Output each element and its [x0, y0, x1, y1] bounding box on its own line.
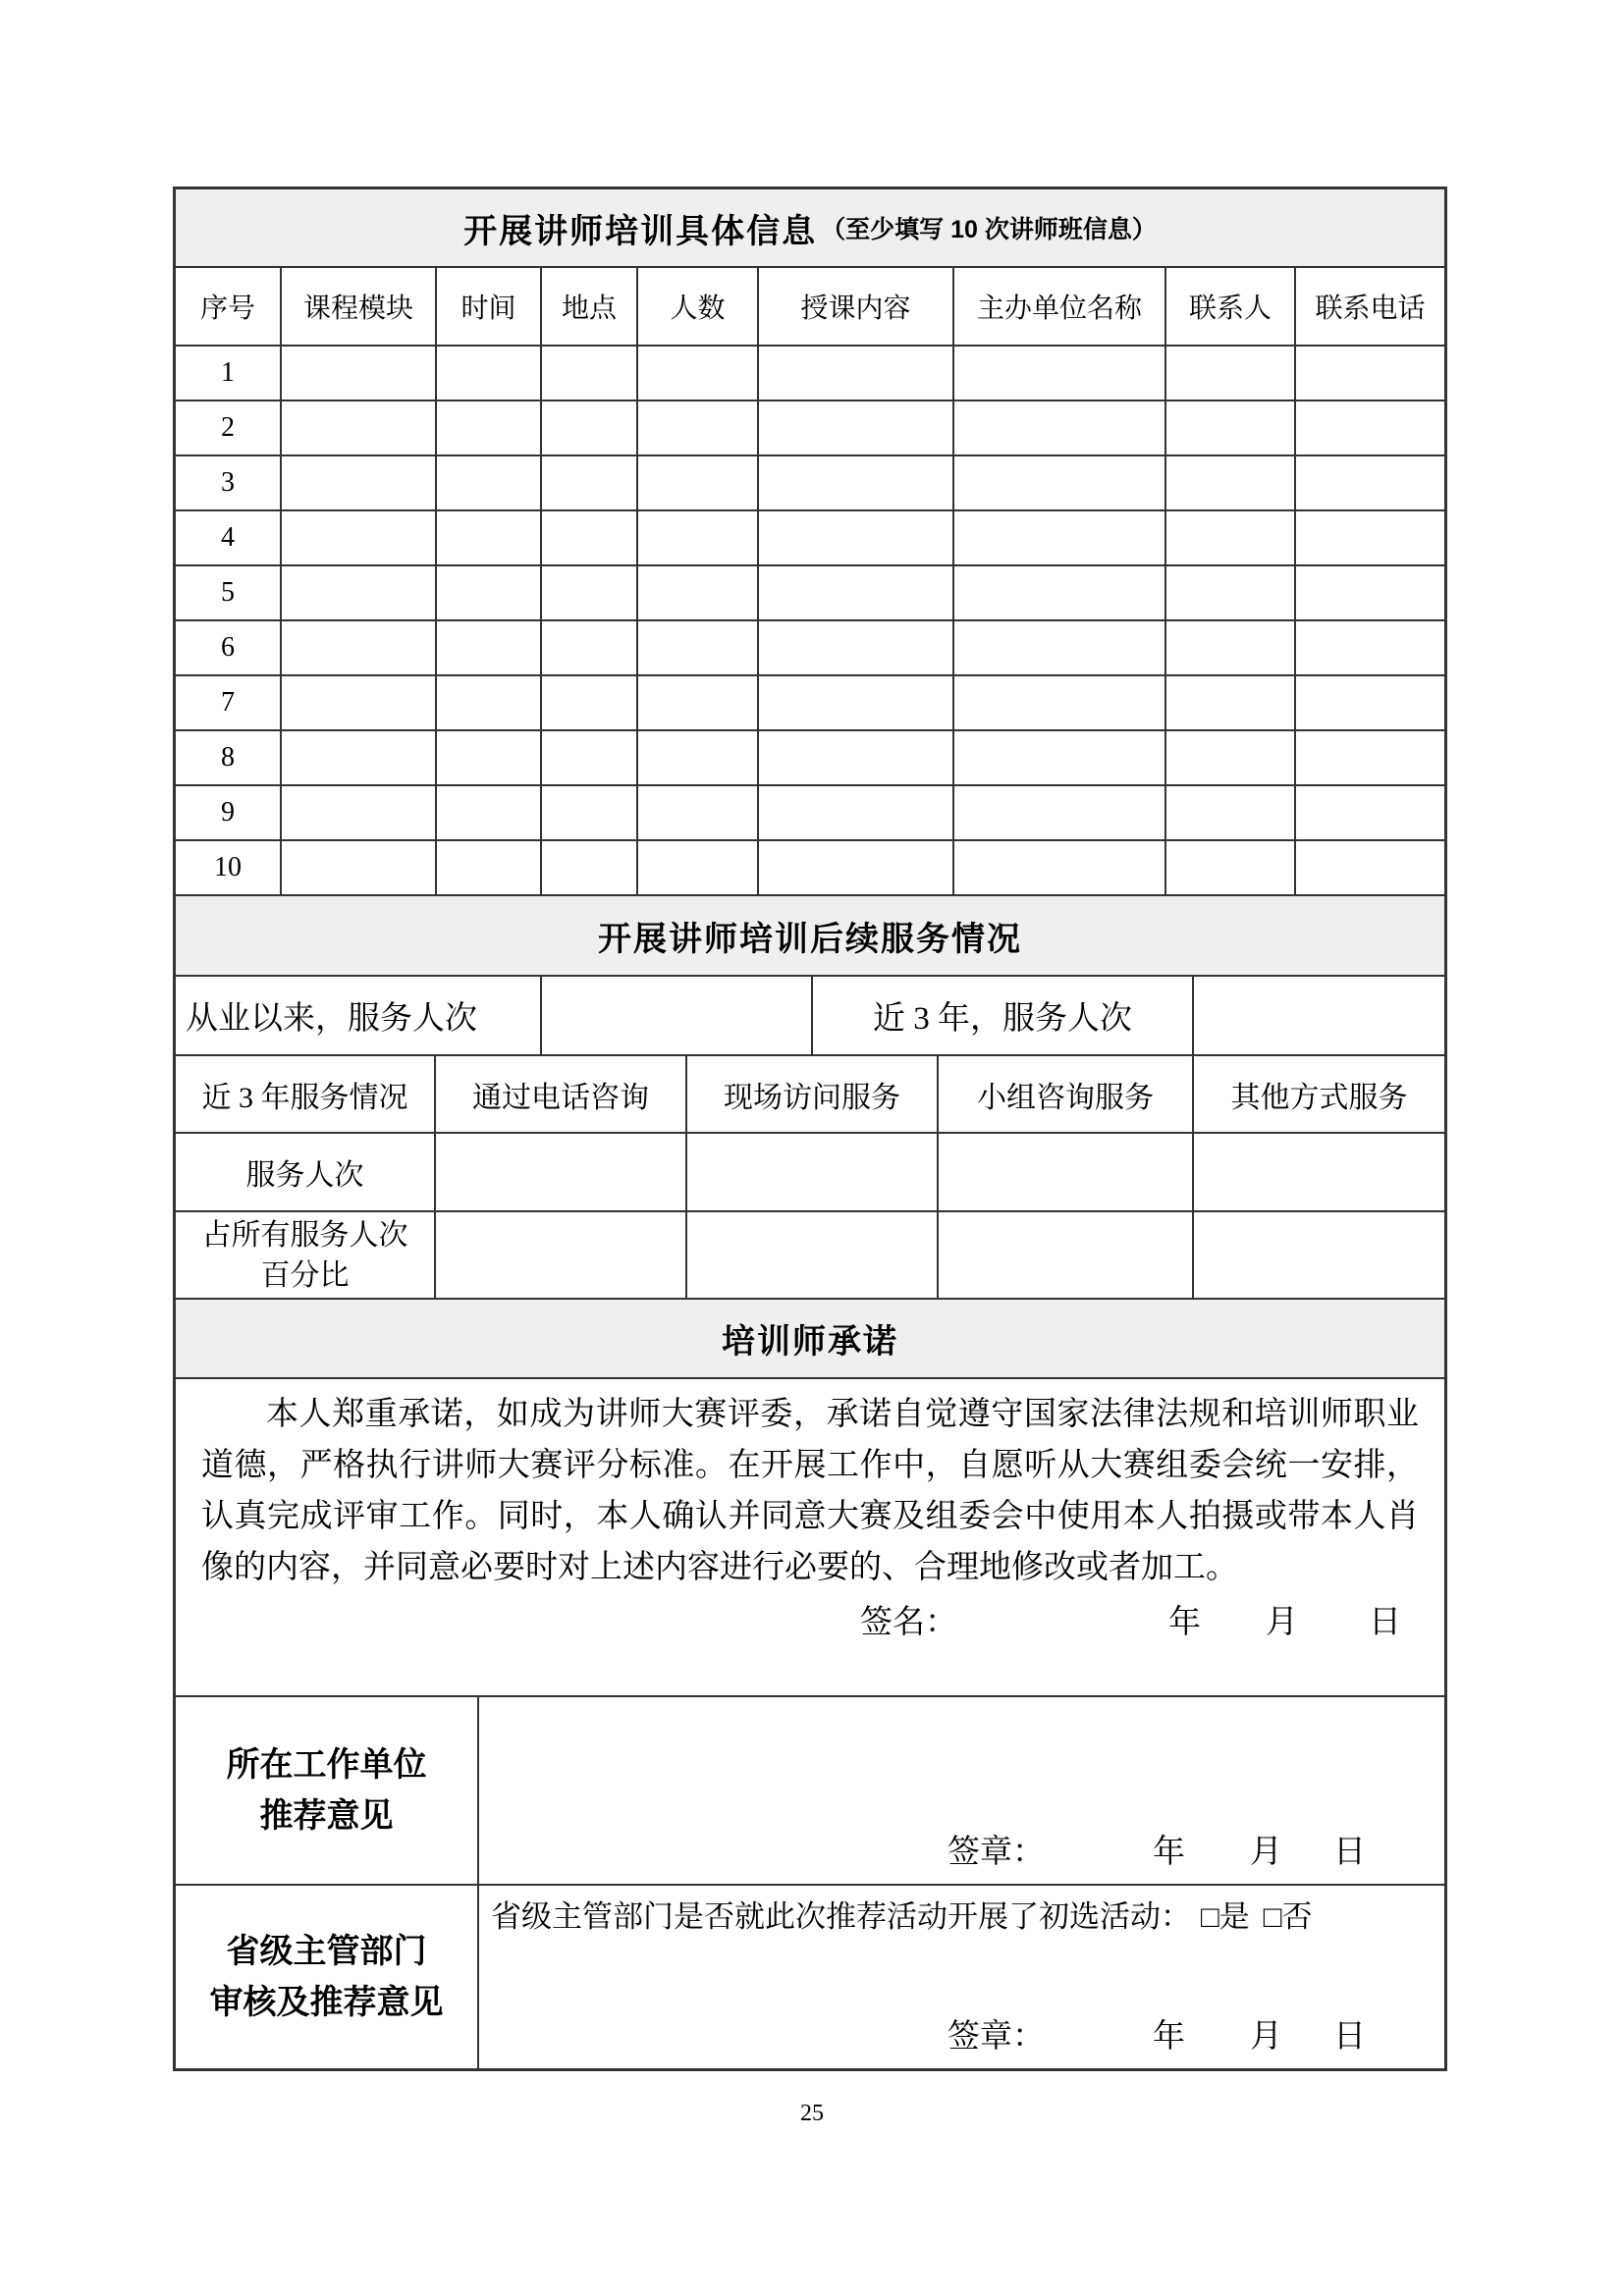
- cell-module[interactable]: [282, 621, 437, 674]
- table-row: [176, 786, 1444, 841]
- cell-contact[interactable]: [1166, 731, 1296, 784]
- cell-module[interactable]: [282, 401, 437, 454]
- svc-header-onsite: 现场访问服务: [687, 1056, 939, 1132]
- svc-header-recent: 近 3 年服务情况: [176, 1056, 436, 1132]
- row-index: 10: [176, 841, 282, 894]
- cell-phone[interactable]: [1296, 676, 1444, 729]
- table-row: [176, 511, 1444, 566]
- table-row: [176, 841, 1444, 896]
- section2-title: 开展讲师培训后续服务情况: [598, 920, 1022, 958]
- cell-phone[interactable]: [1296, 731, 1444, 784]
- cell-module[interactable]: [282, 347, 437, 400]
- row-index: 2: [176, 401, 282, 454]
- cell-contact[interactable]: [1166, 401, 1296, 454]
- row-index: 4: [176, 511, 282, 564]
- cell-attendees[interactable]: [638, 731, 759, 784]
- col-header-attendees: 人数: [638, 268, 759, 345]
- percent-phone[interactable]: [436, 1212, 687, 1298]
- cell-organizer[interactable]: [954, 347, 1166, 400]
- provincial-label-line1: 省级主管部门: [226, 1933, 427, 1970]
- provincial-opinion-area[interactable]: [479, 1886, 1444, 2068]
- col-header-module: 课程模块: [282, 268, 437, 345]
- count-onsite[interactable]: [687, 1134, 939, 1210]
- count-other[interactable]: [1194, 1134, 1444, 1210]
- cell-content[interactable]: [759, 621, 954, 674]
- service-percent-row: [176, 1212, 1444, 1300]
- count-phone[interactable]: [436, 1134, 687, 1210]
- value-recent-served[interactable]: [1194, 977, 1444, 1054]
- cell-organizer[interactable]: [954, 676, 1166, 729]
- table-row: [176, 401, 1444, 456]
- provincial-label: [176, 1886, 479, 2068]
- signature-day-label: 日: [1369, 1604, 1401, 1640]
- cell-content[interactable]: [759, 566, 954, 619]
- cell-attendees[interactable]: [638, 841, 759, 894]
- cell-time[interactable]: [437, 731, 542, 784]
- cell-time[interactable]: [437, 456, 542, 509]
- cell-time[interactable]: [437, 786, 542, 839]
- cell-location[interactable]: [542, 841, 638, 894]
- cell-attendees[interactable]: [638, 456, 759, 509]
- cell-content[interactable]: [759, 841, 954, 894]
- svc-header-other: 其他方式服务: [1230, 1081, 1408, 1114]
- row-index: 6: [176, 621, 282, 674]
- cell-phone[interactable]: [1296, 786, 1444, 839]
- cell-location[interactable]: [542, 456, 638, 509]
- cell-phone[interactable]: [1296, 511, 1444, 564]
- service-type-header-row: [176, 1056, 1444, 1134]
- cell-location[interactable]: [542, 401, 638, 454]
- cell-module[interactable]: [282, 676, 437, 729]
- cell-location[interactable]: [542, 621, 638, 674]
- section2-title-band: [176, 896, 1444, 977]
- cell-phone[interactable]: [1296, 401, 1444, 454]
- cell-contact[interactable]: [1166, 566, 1296, 619]
- cell-module[interactable]: [282, 786, 437, 839]
- cell-module[interactable]: [282, 566, 437, 619]
- label-total-served: 从业以来，服务人次: [176, 977, 542, 1054]
- work-unit-label: [176, 1697, 479, 1884]
- cell-content[interactable]: [759, 511, 954, 564]
- cell-location[interactable]: [542, 347, 638, 400]
- work-unit-opinion-area[interactable]: [479, 1697, 1444, 1884]
- col-header-phone: 联系电话: [1315, 294, 1426, 324]
- signature-label: 签名：: [860, 1604, 957, 1640]
- percent-label-line2: 百分比: [260, 1258, 350, 1292]
- signature-year-label: 年: [1168, 1604, 1201, 1640]
- cell-content[interactable]: [759, 401, 954, 454]
- svc-header-phone: 通过电话咨询: [436, 1056, 687, 1132]
- cell-location[interactable]: [542, 786, 638, 839]
- table-row: [176, 347, 1444, 401]
- cell-contact[interactable]: [1166, 511, 1296, 564]
- col-header-location: 地点: [542, 268, 638, 345]
- percent-onsite[interactable]: [687, 1212, 939, 1298]
- cell-organizer[interactable]: [954, 566, 1166, 619]
- cell-time[interactable]: [437, 347, 542, 400]
- cell-phone[interactable]: [1296, 347, 1444, 400]
- col-header-time: 时间: [437, 268, 542, 345]
- signature-month-label: 月: [1266, 1604, 1298, 1640]
- work-unit-label-line1: 所在工作单位: [226, 1746, 427, 1784]
- percent-group[interactable]: [939, 1212, 1194, 1298]
- work-unit-label-line2: 推荐意见: [259, 1797, 394, 1835]
- row-index: 8: [176, 731, 282, 784]
- cell-organizer[interactable]: [954, 401, 1166, 454]
- cell-phone[interactable]: [1296, 841, 1444, 894]
- section1-title-band: [176, 189, 1444, 268]
- preliminary-selection-question: [491, 1892, 1436, 1936]
- cell-phone[interactable]: [1296, 566, 1444, 619]
- cell-time[interactable]: [437, 621, 542, 674]
- seal-label: 签章：: [947, 1835, 1045, 1870]
- seal-month-label: 月: [1250, 1835, 1282, 1870]
- row-index: 5: [176, 566, 282, 619]
- cell-phone[interactable]: [1296, 456, 1444, 509]
- cell-contact[interactable]: [1166, 456, 1296, 509]
- col-header-contact: 联系人: [1166, 268, 1296, 345]
- row-index: 3: [176, 456, 282, 509]
- section1-column-headers: [176, 268, 1444, 347]
- cell-module[interactable]: [282, 731, 437, 784]
- table-row: [176, 566, 1444, 621]
- cell-content[interactable]: [759, 347, 954, 400]
- percent-label-line1: 占所有服务人次: [201, 1218, 408, 1252]
- cell-time[interactable]: [437, 511, 542, 564]
- cell-content[interactable]: [759, 731, 954, 784]
- cell-module[interactable]: [282, 841, 437, 894]
- cell-organizer[interactable]: [954, 621, 1166, 674]
- service-summary-row: [176, 977, 1444, 1056]
- checkbox-no[interactable]: □否: [1263, 1899, 1313, 1934]
- cell-location[interactable]: [542, 511, 638, 564]
- counts-row-label: 服务人次: [176, 1134, 436, 1210]
- cell-attendees[interactable]: [638, 566, 759, 619]
- table-row: [176, 621, 1444, 676]
- cell-organizer[interactable]: [954, 731, 1166, 784]
- cell-time[interactable]: [437, 566, 542, 619]
- row-index: 1: [176, 347, 282, 400]
- cell-location[interactable]: [542, 566, 638, 619]
- cell-attendees[interactable]: [638, 347, 759, 400]
- seal-day-label: 日: [1333, 1835, 1366, 1870]
- provincial-label-line2: 审核及推荐意见: [209, 1984, 444, 2021]
- checkbox-yes[interactable]: □是: [1201, 1899, 1250, 1934]
- cell-location[interactable]: [542, 731, 638, 784]
- page-number: 25: [800, 2101, 824, 2126]
- count-group[interactable]: [939, 1134, 1194, 1210]
- cell-contact[interactable]: [1166, 621, 1296, 674]
- cell-organizer[interactable]: [954, 456, 1166, 509]
- section1-title-note: （至少填写 10 次讲师班信息）: [821, 216, 1157, 243]
- work-unit-seal-line: [479, 1826, 1444, 1872]
- service-counts-row: [176, 1134, 1444, 1212]
- table-row: [176, 676, 1444, 731]
- cell-organizer[interactable]: [954, 841, 1166, 894]
- col-header-content: 授课内容: [759, 268, 954, 345]
- cell-contact[interactable]: [1166, 347, 1296, 400]
- col-header-organizer: 主办单位名称: [954, 268, 1166, 345]
- cell-module[interactable]: [282, 456, 437, 509]
- percent-row-label: [176, 1212, 436, 1298]
- cell-time[interactable]: [437, 401, 542, 454]
- work-unit-recommendation-row: [176, 1697, 1444, 1886]
- cell-content[interactable]: [759, 786, 954, 839]
- cell-content[interactable]: [759, 676, 954, 729]
- table-row: [176, 731, 1444, 786]
- cell-attendees[interactable]: [638, 401, 759, 454]
- seal-day-label: 日: [1333, 2019, 1366, 2055]
- cell-contact[interactable]: [1166, 841, 1296, 894]
- seal-year-label: 年: [1153, 1835, 1185, 1870]
- row-index: 7: [176, 676, 282, 729]
- cell-location[interactable]: [542, 676, 638, 729]
- table-row: [176, 456, 1444, 511]
- signature-line: [201, 1593, 1419, 1644]
- seal-year-label: 年: [1153, 2019, 1185, 2055]
- cell-attendees[interactable]: [638, 621, 759, 674]
- section3-title: 培训师承诺: [722, 1323, 898, 1361]
- section1-title: 开展讲师培训具体信息: [463, 212, 818, 250]
- cell-module[interactable]: [282, 511, 437, 564]
- col-header-index: 序号: [176, 268, 282, 345]
- cell-attendees[interactable]: [638, 786, 759, 839]
- percent-other[interactable]: [1194, 1212, 1444, 1298]
- cell-content[interactable]: [759, 456, 954, 509]
- cell-organizer[interactable]: [954, 511, 1166, 564]
- seal-month-label: 月: [1250, 2019, 1282, 2055]
- commitment-paragraph: 本人郑重承诺，如成为讲师大赛评委，承诺自觉遵守国家法律法规和培训师职业道德，严格执行讲师大赛评分标准。在开展工作中，自愿听从大赛组委会统一安排，认真完成评审工作。同时，本人确认并同意大赛及组委会中使用本人拍摄或带本人肖像的内容，并同意必要时对上述内容进行必要的、合理地修改或者加工。: [201, 1397, 1419, 1585]
- provincial-seal-line: [479, 2010, 1444, 2056]
- cell-time[interactable]: [437, 676, 542, 729]
- cell-time[interactable]: [437, 841, 542, 894]
- seal-label: 签章：: [947, 2019, 1045, 2055]
- cell-phone[interactable]: [1296, 621, 1444, 674]
- cell-attendees[interactable]: [638, 676, 759, 729]
- label-recent-served: 近 3 年，服务人次: [813, 977, 1194, 1054]
- value-total-served[interactable]: [542, 977, 813, 1054]
- training-form-table: [173, 187, 1447, 2071]
- svc-header-group: 小组咨询服务: [939, 1056, 1194, 1132]
- section3-title-band: [176, 1300, 1444, 1379]
- cell-contact[interactable]: [1166, 676, 1296, 729]
- provincial-review-row: [176, 1886, 1444, 2068]
- cell-organizer[interactable]: [954, 786, 1166, 839]
- cell-contact[interactable]: [1166, 786, 1296, 839]
- row-index: 9: [176, 786, 282, 839]
- question-text: 省级主管部门是否就此次推荐活动开展了初选活动：: [491, 1899, 1191, 1934]
- cell-attendees[interactable]: [638, 511, 759, 564]
- commitment-cell: [176, 1379, 1444, 1697]
